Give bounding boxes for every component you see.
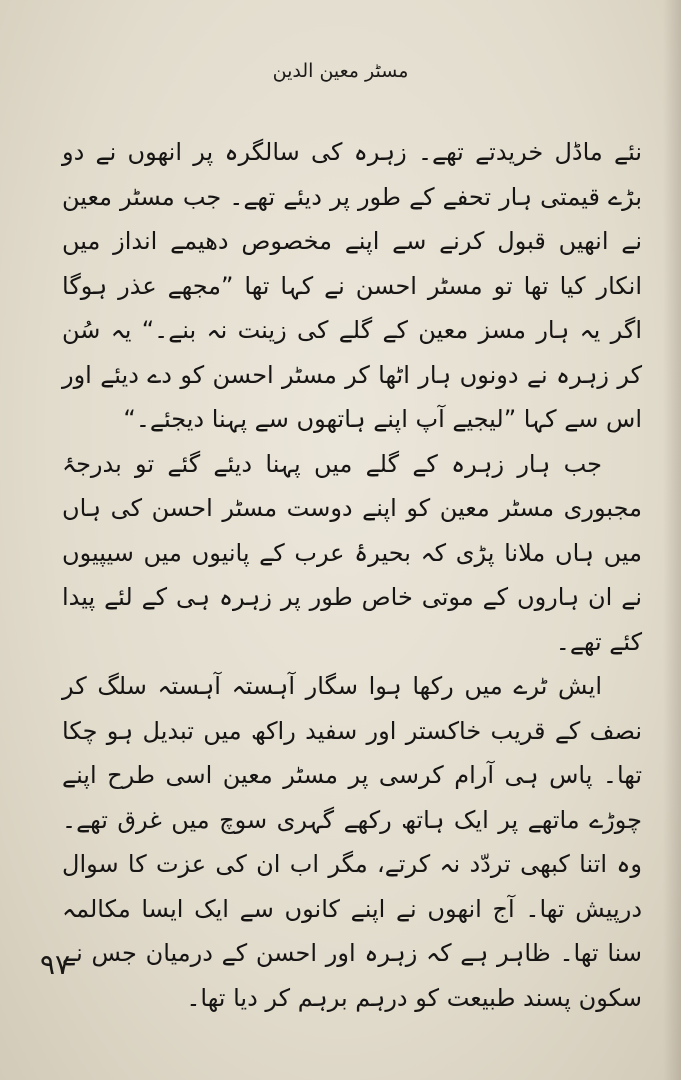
page-number: ۹۷ xyxy=(40,948,71,981)
paragraph-3: ایش ٹرے میں رکھا ہوا سگار آہستہ آہستہ سلگ کر نصف کے قریب خاکستر اور سفید راکھ میں تبدیل ہو چکا تھا۔ پاس ہی آرام کرسی پر مسٹر معین اسی طرح اپنے چوڑے ماتھے پر ایک ہاتھ رکھے گہری سوچ میں غرق تھے۔ وہ اتنا کبھی تردّد نہ کرتے، مگر اب ان کی عزت کا سوال درپیش تھا۔ آج انھوں نے اپنے کانوں سے ایک ایسا مکالمہ سنا تھا۔ ظاہر ہے کہ زہرہ اور احسن کے درمیان جس نے سکون پسند طبیعت کو درہم برہم کر دیا تھا۔ xyxy=(62,672,642,1012)
body-text xyxy=(62,130,642,1020)
paragraph-1: نئے ماڈل خریدتے تھے۔ زہرہ کی سالگرہ پر انھوں نے دو بڑے قیمتی ہار تحفے کے طور پر دیئے تھے۔ جب مسٹر معین نے انھیں قبول کرنے سے اپنے مخصوص دھیمے انداز میں انکار کیا تھا تو مسٹر احسن نے کہا تھا ”مجھے عذر ہوگا اگر یہ ہار مسز معین کے گلے کی زینت نہ بنے۔“ یہ سُن کر زہرہ نے دونوں ہار اٹھا کر مسٹر احسن کو دے دیئے اور اس سے کہا ”لیجیے آپ اپنے ہاتھوں سے پہنا دیجئے۔“ xyxy=(62,138,642,433)
running-head: مسٹر معین الدین xyxy=(272,60,409,82)
page-edge-shadow xyxy=(663,0,681,1080)
paragraph-2: جب ہار زہرہ کے گلے میں پہنا دیئے گئے تو بدرجۂ مجبوری مسٹر معین کو اپنے دوست مسٹر احسن کی ہاں میں ہاں ملانا پڑی کہ بحیرۂ عرب کے پانیوں میں سیپیوں نے ان ہاروں کے موتی خاص طور پر زہرہ ہی کے لئے پیدا کئے تھے۔ xyxy=(62,449,642,656)
